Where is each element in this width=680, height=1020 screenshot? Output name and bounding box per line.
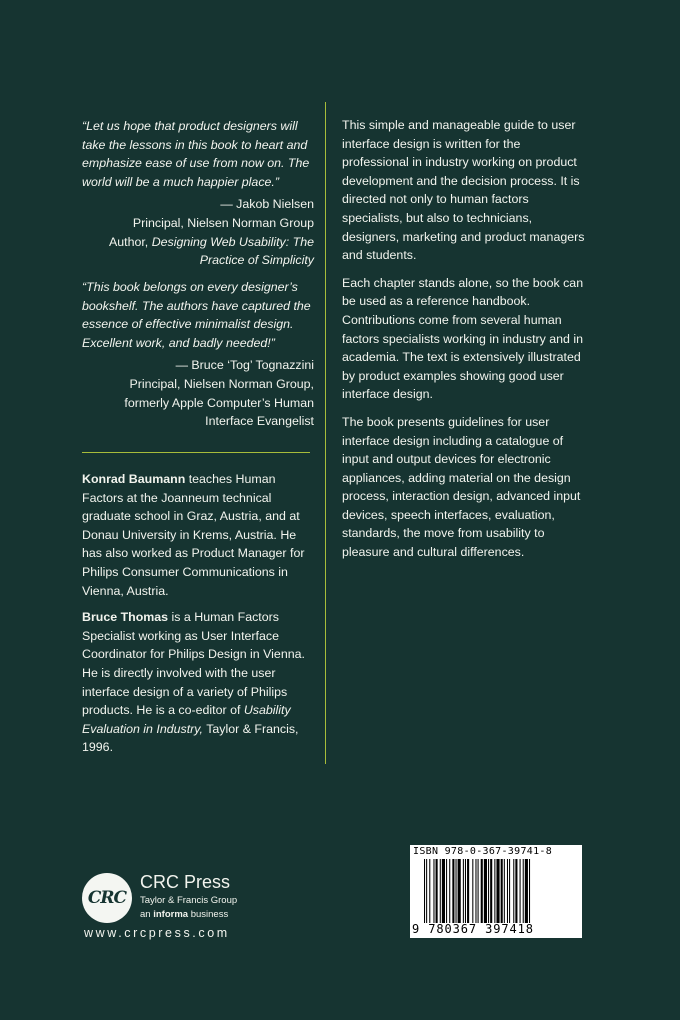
book-title: Usability Evaluation in Industry,: [82, 703, 291, 736]
barcode-bar: [472, 859, 473, 923]
barcode-bar: [507, 859, 508, 923]
barcode-bar: [515, 859, 517, 923]
barcode-bar: [509, 859, 510, 923]
barcode-bar: [484, 859, 487, 923]
quote-attribution: [82, 195, 314, 269]
barcode-bar: [494, 859, 495, 923]
tagline-suffix: business: [188, 909, 229, 920]
author-name: Bruce Thomas: [82, 610, 169, 625]
description-paragraph: This simple and manageable guide to user interface design is written for the professional in industry working on product development and the decision process. It is directed not only to human factors specialists, but also to technicians, designers, marketing and product managers and students.: [342, 118, 585, 263]
barcode-bar: [458, 859, 461, 923]
quote-text: “Let us hope that product designers will take the lessons in this book to heart and emphasize ease of use from now on. The world will be a much happier place.”: [82, 119, 310, 189]
barcode-bar: [523, 859, 524, 923]
endorsement-2: [82, 278, 314, 431]
description-paragraph: Each chapter stands alone, so the book can be used as a reference handbook. Contributions come from several human factors specialists working in industry and in academia. The text is extensively illustrated by product examples showing good user interface design.: [342, 275, 584, 402]
section-divider: [82, 452, 310, 453]
barcode-bar: [525, 859, 528, 923]
author-prefix: Author,: [108, 234, 149, 249]
publisher-group: Taylor & Francis Group: [140, 895, 238, 906]
barcode-digits: 9 780367 397418: [412, 922, 534, 936]
author-bios: [82, 470, 314, 765]
barcode-bar: [481, 859, 483, 923]
quote-text: “This book belongs on every designer’s bookshelf. The authors have captured the essence of effective minimalist design. Excellent work, and badly needed!”: [82, 280, 311, 350]
quote-attribution: [82, 356, 314, 430]
barcode-bar: [488, 859, 489, 923]
barcode-bar: [429, 859, 430, 923]
barcode-bar: [442, 859, 445, 923]
publisher-tagline: [140, 909, 228, 921]
barcode-bar: [440, 859, 441, 923]
barcode-bar: [501, 859, 503, 923]
publisher-name: CRC Press: [140, 872, 231, 892]
barcode-bar: [513, 859, 514, 923]
description-paragraph: The book presents guidelines for user interface design including a catalogue of input and output devices for electronic appliances, adding material on the design process, interaction design, advanced input devices, speech interfaces, evaluation, standards, the move from usability to pleasure and cultural differences.: [342, 414, 581, 560]
barcode-bar: [449, 859, 450, 923]
tagline-brand: informa: [153, 909, 189, 920]
barcode-bar: [465, 859, 466, 923]
attribution-role: Principal, Nielsen Norman Group: [132, 215, 314, 230]
barcode-bar: [520, 859, 521, 923]
isbn-barcode: [410, 845, 582, 938]
author-bio-baumann: [82, 470, 314, 600]
barcode-bar: [463, 859, 464, 923]
publisher-logo: [82, 868, 322, 948]
barcode-bar: [446, 859, 447, 923]
crc-logo-icon: CRC: [82, 873, 132, 923]
author-name: Konrad Baumann: [82, 472, 186, 486]
author-bio-thomas: [82, 608, 314, 757]
barcode-bar: [433, 859, 434, 923]
author-bio-text-end: Taylor & Francis, 1996.: [82, 721, 299, 755]
barcode-bar: [456, 859, 457, 923]
barcode-bar: [504, 859, 505, 923]
publisher-url: www.crcpress.com: [84, 926, 230, 940]
barcode-bar: [529, 859, 530, 923]
author-bio-text: teaches Human Factors at the Joanneum technical graduate school in Graz, Austria, and at Donau University in Krems, Austria. He has also worked as Product Manager for Philips Consumer Communications in Vienna, Austria.: [82, 472, 305, 598]
isbn-number: ISBN 978-0-367-39741-8: [413, 846, 553, 857]
tagline-prefix: an: [140, 909, 154, 920]
barcode-bars: [424, 859, 578, 923]
author-bio-text: is a Human Factors Specialist working as User Interface Coordinator for Philips Design in Vienna. He is directly involved with the user interface design of a variety of Philips products. He is a co-editor of: [82, 610, 305, 718]
barcode-bar: [490, 859, 492, 923]
attribution-name: — Jakob Nielsen: [220, 197, 314, 212]
barcode-bar: [426, 859, 427, 923]
attribution-name: — Bruce ‘Tog’ Tognazzini: [175, 358, 314, 373]
barcode-bar: [475, 859, 476, 923]
barcode-bar: [467, 859, 469, 923]
attribution-role: Principal, Nielsen Norman Group,: [129, 376, 314, 391]
book-description: [342, 116, 588, 571]
barcode-bar: [424, 859, 425, 923]
attribution-author-line: [82, 233, 314, 270]
attribution-role-3: Interface Evangelist: [205, 414, 314, 429]
attribution-role-2: formerly Apple Computer’s Human: [124, 395, 314, 410]
barcode-bar: [478, 859, 479, 923]
book-title: Designing Web Usability: The Practice of Simplicity: [151, 234, 314, 268]
endorsement-1: [82, 117, 314, 270]
barcode-bar: [452, 859, 454, 923]
barcode-bar: [436, 859, 438, 923]
barcode-bar: [496, 859, 499, 923]
column-divider: [325, 102, 326, 764]
